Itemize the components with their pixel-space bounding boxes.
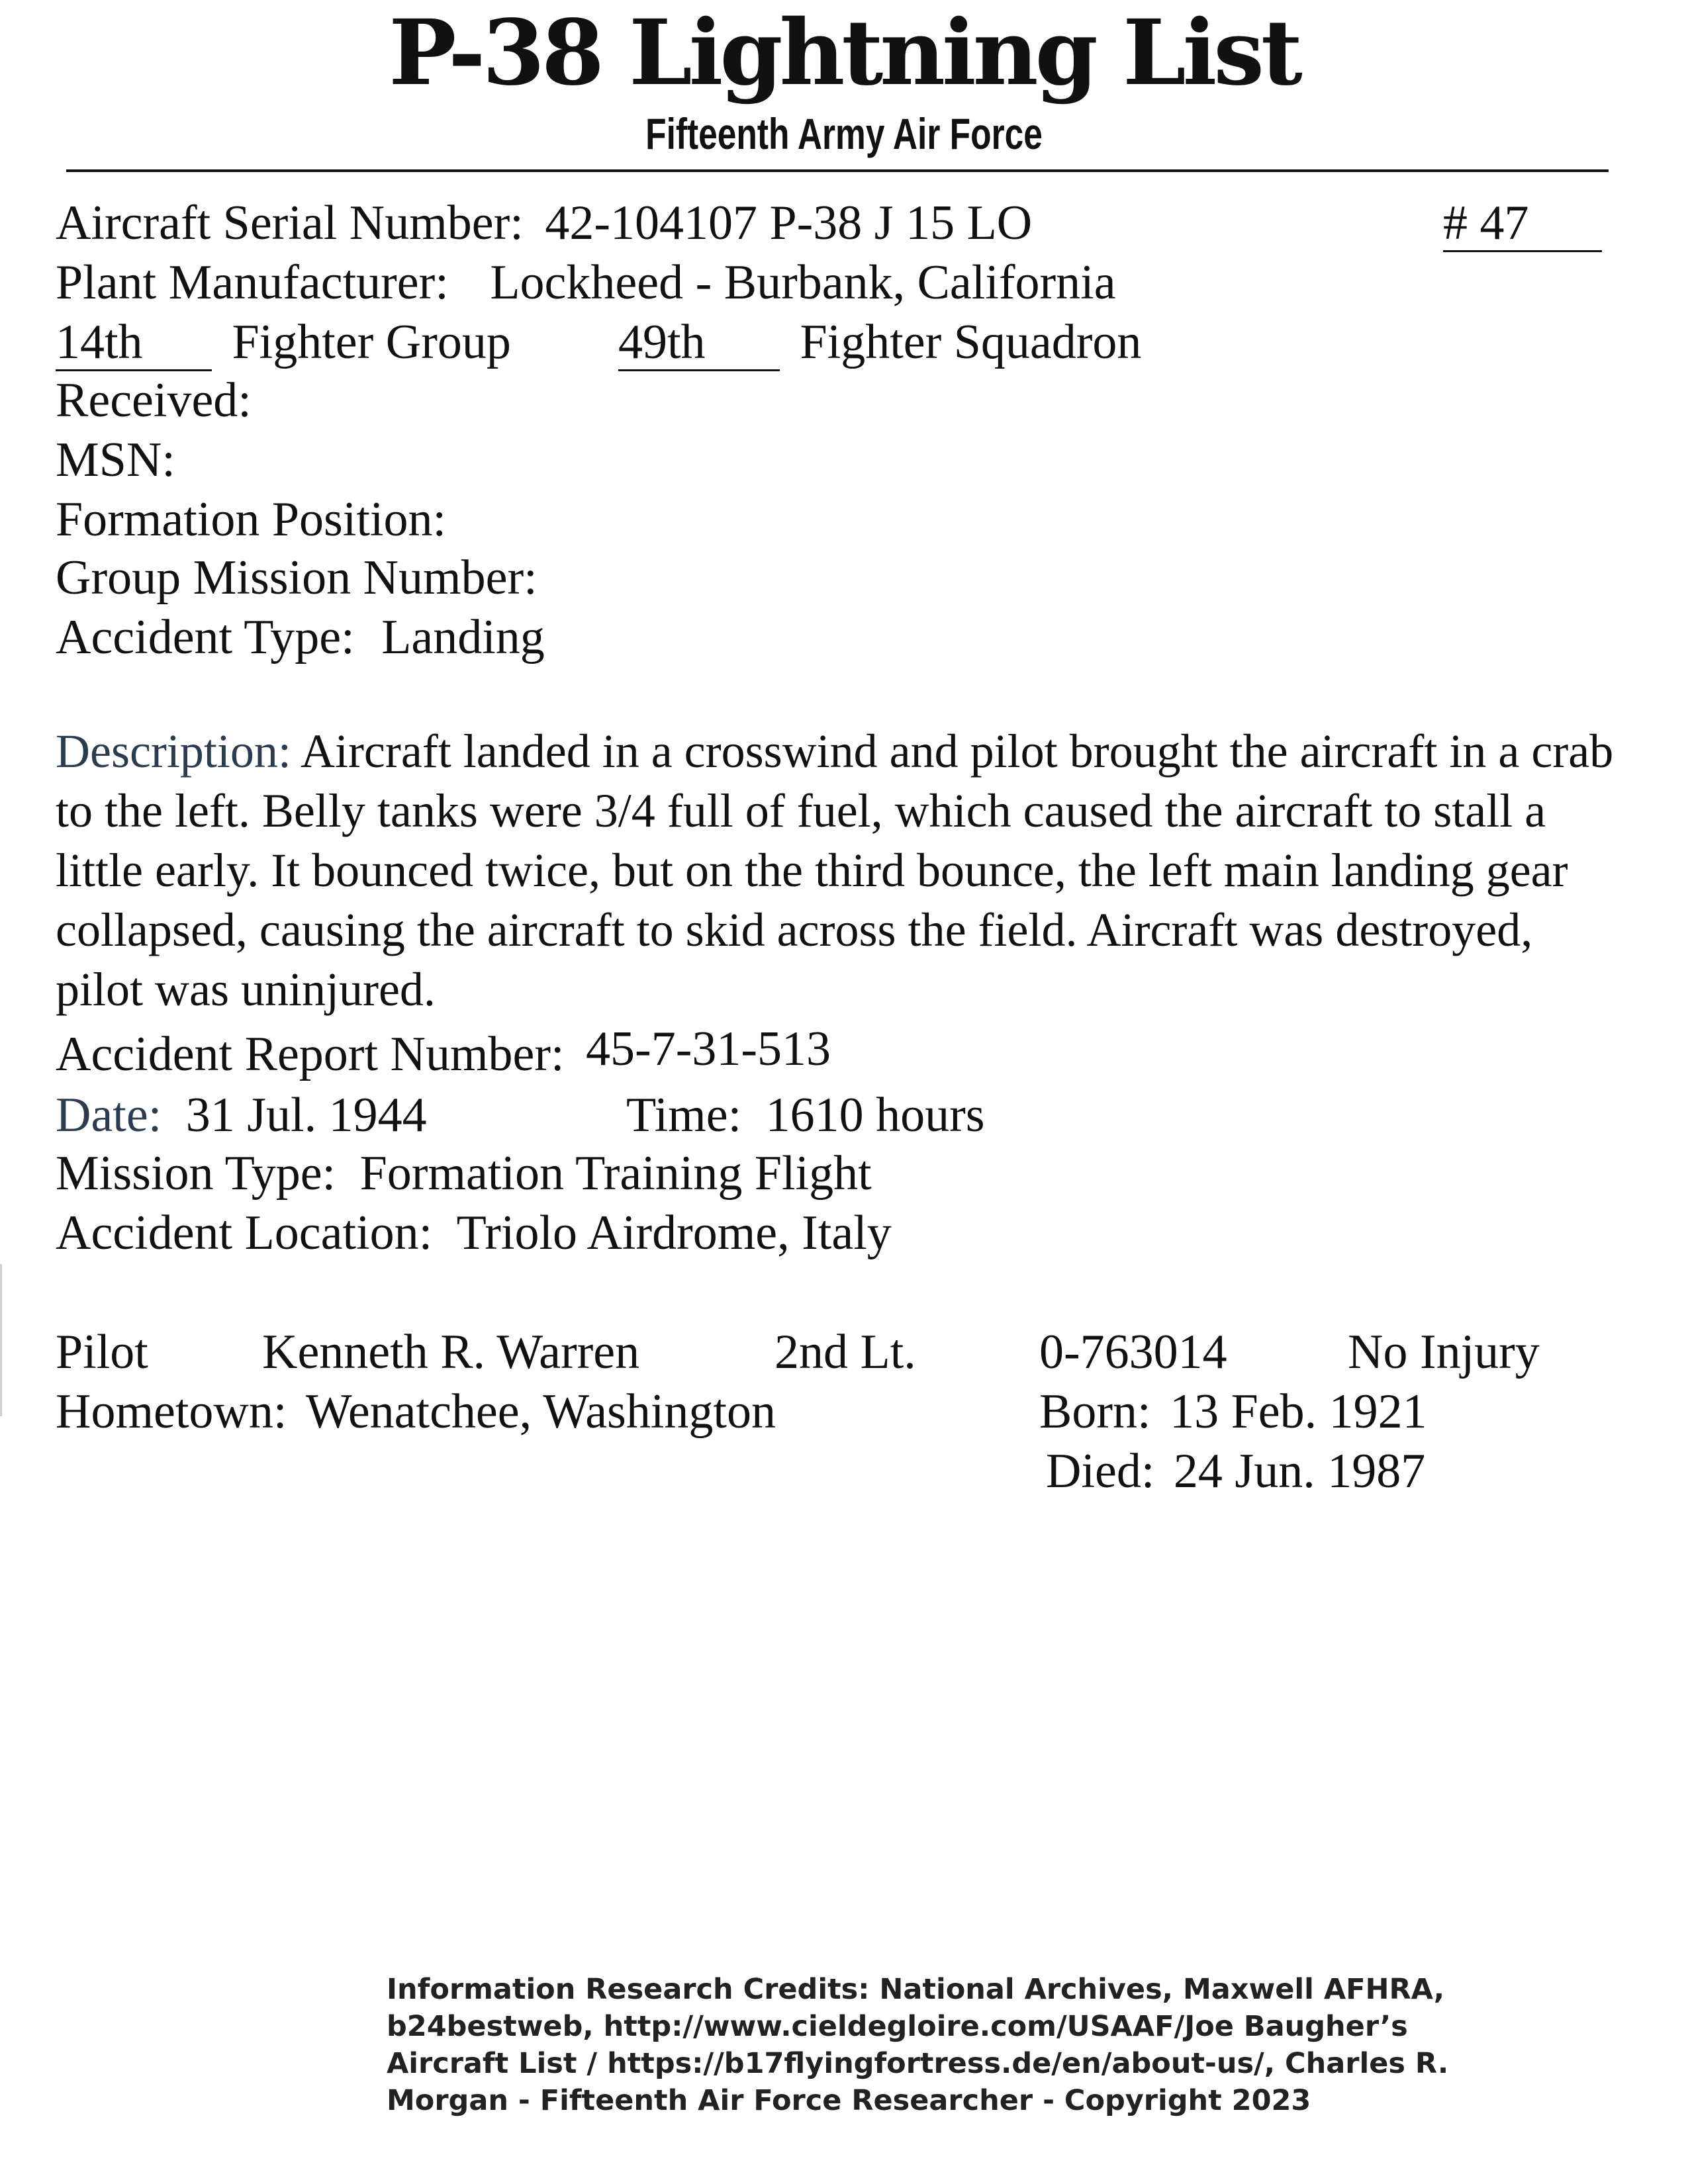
manufacturer-label: Plant Manufacturer: [56,255,449,310]
group-label: Fighter Group [232,315,511,369]
serial-label: Aircraft Serial Number: [56,196,524,250]
date-row [56,1085,427,1145]
accident-type-label: Accident Type: [56,610,355,664]
accident-type-value: Landing [381,610,545,664]
margin-mark [0,1264,2,1416]
mission-type-row [56,1144,872,1203]
group-row [56,312,511,372]
group-mission-label: Group Mission Number: [56,551,538,605]
squadron-value: 49th [618,316,780,371]
group-value: 14th [56,316,212,371]
hometown-label: Hometown: [56,1385,287,1439]
pilot-role: Pilot [56,1325,148,1379]
mission-type-value: Formation Training Flight [359,1146,872,1201]
hometown-row [56,1382,776,1441]
report-number-row [56,1024,831,1084]
received-label: Received: [56,373,252,428]
accident-location-value: Triolo Airdrome, Italy [456,1206,892,1260]
manufacturer-row [56,253,1116,312]
accident-type-row [56,608,545,667]
accident-location-label: Accident Location: [56,1206,433,1260]
description-label: Description: [56,725,291,778]
serial-value: 42-104107 P-38 J 15 LO [545,196,1033,250]
manufacturer-value: Lockheed - Burbank, California [490,255,1116,310]
credits-line-1: Information Research Credits: National Archives, Maxwell AFHRA, [387,1973,1445,2006]
pilot-status: No Injury [1348,1325,1540,1379]
report-number-label: Accident Report Number: [56,1027,565,1081]
died-value: 24 Jun. 1987 [1173,1444,1426,1498]
credits-line-4: Morgan - Fifteenth Air Force Researcher - Copyright 2023 [387,2084,1311,2117]
page-title: P-38 Lightning List [389,0,1299,106]
time-value: 1610 hours [765,1088,985,1142]
credits-line-3: Aircraft List / https://b17flyingfortress.de/en/about-us/, Charles R. [387,2047,1449,2080]
born-label: Born: [1039,1385,1151,1439]
time-row [626,1085,985,1145]
header-divider [66,169,1609,172]
born-row [1039,1382,1427,1441]
accident-location-row [56,1203,892,1263]
born-value: 13 Feb. 1921 [1170,1385,1427,1439]
hometown-value: Wenatchee, Washington [305,1385,776,1439]
msn-label: MSN: [56,433,175,487]
credits-line-2: b24bestweb, http://www.cieldegloire.com/USAAF/Joe Baugher’s [387,2010,1408,2043]
time-label: Time: [626,1088,742,1142]
squadron-row [618,312,1141,372]
squadron-label: Fighter Squadron [800,315,1142,369]
pilot-serial: 0-763014 [1039,1325,1227,1379]
page-subtitle: Fifteenth Army Air Force [645,109,1043,158]
mission-type-label: Mission Type: [56,1146,336,1201]
pilot-name: Kenneth R. Warren [262,1325,640,1379]
list-number-row [1443,193,1602,253]
description-text: Aircraft landed in a crosswind and pilot brought the aircraft in a crab to the left. Belly tanks were 3/4 full of fuel, which caused the aircraft to stall a little early. It bounced twice, but on the third bounce, the left main landing gear collapsed, causing the aircraft to skid across the field. Aircraft was destroyed, pilot was uninjured. [56,725,1614,1016]
died-row [1046,1441,1425,1501]
report-number-value: 45-7-31-513 [586,1022,831,1076]
pilot-rank: 2nd Lt. [774,1325,916,1379]
formation-position-label: Formation Position: [56,492,447,547]
date-value: 31 Jul. 1944 [185,1088,427,1142]
died-label: Died: [1046,1444,1155,1498]
date-label: Date: [56,1088,162,1142]
description-block [56,721,1631,1019]
serial-row [56,193,1032,253]
list-number: # 47 [1443,197,1602,252]
